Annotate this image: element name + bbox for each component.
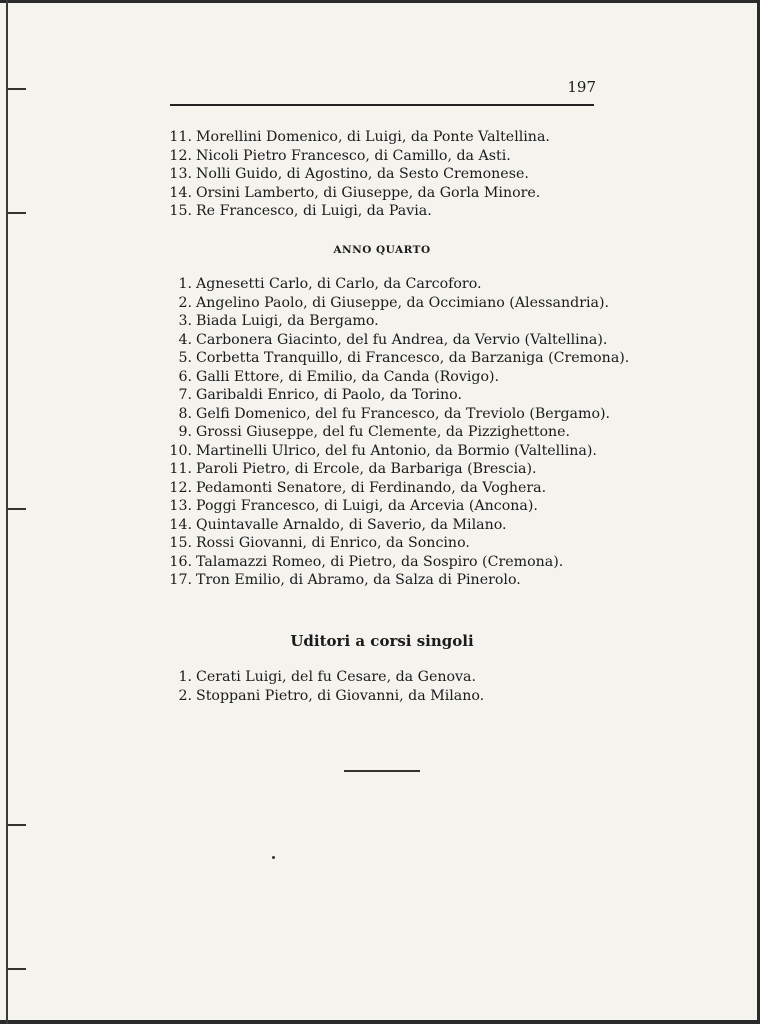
- list-item: [160, 368, 629, 387]
- item-number: 15.: [169, 203, 192, 219]
- binding-mark: [8, 212, 26, 214]
- item-text: Cerati Luigi, del fu Cesare, da Genova.: [196, 669, 477, 685]
- item-number: 14.: [169, 184, 192, 201]
- item-text: Martinelli Ulrico, del fu Antonio, da Bormio (Valtellina).: [196, 442, 597, 459]
- list-item: [160, 294, 629, 313]
- list-item: [160, 423, 629, 442]
- item-number: 7.: [178, 387, 192, 403]
- item-text: Re Francesco, di Luigi, da Pavia.: [196, 203, 432, 219]
- binding-mark: [8, 824, 26, 826]
- scan-speck: [272, 856, 275, 859]
- item-text: Rossi Giovanni, di Enrico, da Soncino.: [196, 535, 470, 551]
- item-text: Pedamonti Senatore, di Ferdinando, da Voghera.: [196, 479, 547, 496]
- student-list-anno-quarto: [160, 275, 629, 590]
- item-number: 8.: [178, 405, 192, 422]
- list-item: [160, 184, 550, 203]
- item-number: 3.: [178, 313, 192, 329]
- list-item: [160, 442, 629, 461]
- end-rule: [344, 770, 420, 772]
- item-number: 9.: [178, 424, 192, 440]
- list-item: [160, 165, 550, 184]
- list-item: [160, 534, 629, 553]
- list-item: [160, 312, 629, 331]
- list-item: [160, 128, 550, 147]
- item-text: Angelino Paolo, di Giuseppe, da Occimiano (Alessandria).: [196, 294, 610, 311]
- scan-border-bottom: [0, 1020, 760, 1024]
- item-number: 11.: [169, 461, 192, 477]
- item-number: 12.: [169, 147, 192, 164]
- item-text: Galli Ettore, di Emilio, da Canda (Rovigo).: [196, 368, 500, 385]
- item-number: 2.: [178, 294, 192, 311]
- binding-mark: [8, 88, 26, 90]
- item-number: 1.: [178, 276, 192, 292]
- item-text: Talamazzi Romeo, di Pietro, da Sospiro (Cremona).: [196, 553, 564, 570]
- item-text: Paroli Pietro, di Ercole, da Barbariga (Brescia).: [196, 461, 537, 477]
- list-item: [160, 202, 550, 221]
- item-number: 14.: [169, 516, 192, 533]
- item-number: 2.: [178, 687, 192, 704]
- header-rule: [170, 104, 594, 106]
- scan-border-top: [0, 0, 760, 3]
- list-item: [160, 571, 629, 590]
- item-number: 12.: [169, 479, 192, 496]
- item-number: 11.: [169, 129, 192, 145]
- item-number: 13.: [169, 498, 192, 514]
- item-text: Carbonera Giacinto, del fu Andrea, da Vervio (Valtellina).: [196, 331, 608, 348]
- list-item: [160, 460, 629, 479]
- list-item: [160, 386, 629, 405]
- item-text: Gelfi Domenico, del fu Francesco, da Treviolo (Bergamo).: [196, 405, 611, 422]
- item-number: 10.: [169, 442, 192, 459]
- list-item: [160, 147, 550, 166]
- item-text: Quintavalle Arnaldo, di Saverio, da Milano.: [196, 516, 507, 533]
- list-item: [160, 405, 629, 424]
- binding-mark: [8, 968, 26, 970]
- item-text: Grossi Giuseppe, del fu Clemente, da Pizzighettone.: [196, 424, 571, 440]
- list-item: [160, 497, 629, 516]
- item-number: 17.: [169, 572, 192, 588]
- item-text: Agnesetti Carlo, di Carlo, da Carcoforo.: [196, 276, 482, 292]
- item-number: 5.: [178, 350, 192, 366]
- item-number: 4.: [178, 331, 192, 348]
- item-number: 6.: [178, 368, 192, 385]
- list-item: [160, 516, 629, 535]
- scan-border-left: [6, 0, 8, 1024]
- item-text: Poggi Francesco, di Luigi, da Arcevia (Ancona).: [196, 498, 538, 514]
- list-item: [160, 479, 629, 498]
- item-text: Biada Luigi, da Bergamo.: [196, 313, 379, 329]
- item-number: 15.: [169, 535, 192, 551]
- item-text: Stoppani Pietro, di Giovanni, da Milano.: [196, 687, 485, 704]
- list-item: [160, 687, 484, 706]
- page-number: 197: [567, 78, 596, 96]
- list-item: [160, 553, 629, 572]
- section-heading-uditori: Uditori a corsi singoli: [290, 632, 474, 650]
- item-text: Nolli Guido, di Agostino, da Sesto Cremonese.: [196, 166, 529, 182]
- item-text: Corbetta Tranquillo, di Francesco, da Barzaniga (Cremona).: [196, 350, 630, 366]
- item-number: 1.: [178, 669, 192, 685]
- item-number: 13.: [169, 166, 192, 182]
- item-text: Orsini Lamberto, di Giuseppe, da Gorla Minore.: [196, 184, 541, 201]
- list-item: [160, 349, 629, 368]
- binding-mark: [8, 508, 26, 510]
- item-text: Nicoli Pietro Francesco, di Camillo, da Asti.: [196, 147, 511, 164]
- auditor-list: [160, 668, 484, 705]
- list-item: [160, 275, 629, 294]
- list-item: [160, 668, 484, 687]
- list-item: [160, 331, 629, 350]
- item-text: Tron Emilio, di Abramo, da Salza di Pinerolo.: [196, 572, 521, 588]
- item-number: 16.: [169, 553, 192, 570]
- item-text: Morellini Domenico, di Luigi, da Ponte Valtellina.: [196, 129, 550, 145]
- section-heading-anno-quarto: ANNO QUARTO: [333, 244, 431, 256]
- item-text: Garibaldi Enrico, di Paolo, da Torino.: [196, 387, 462, 403]
- student-list-continued: [160, 128, 550, 221]
